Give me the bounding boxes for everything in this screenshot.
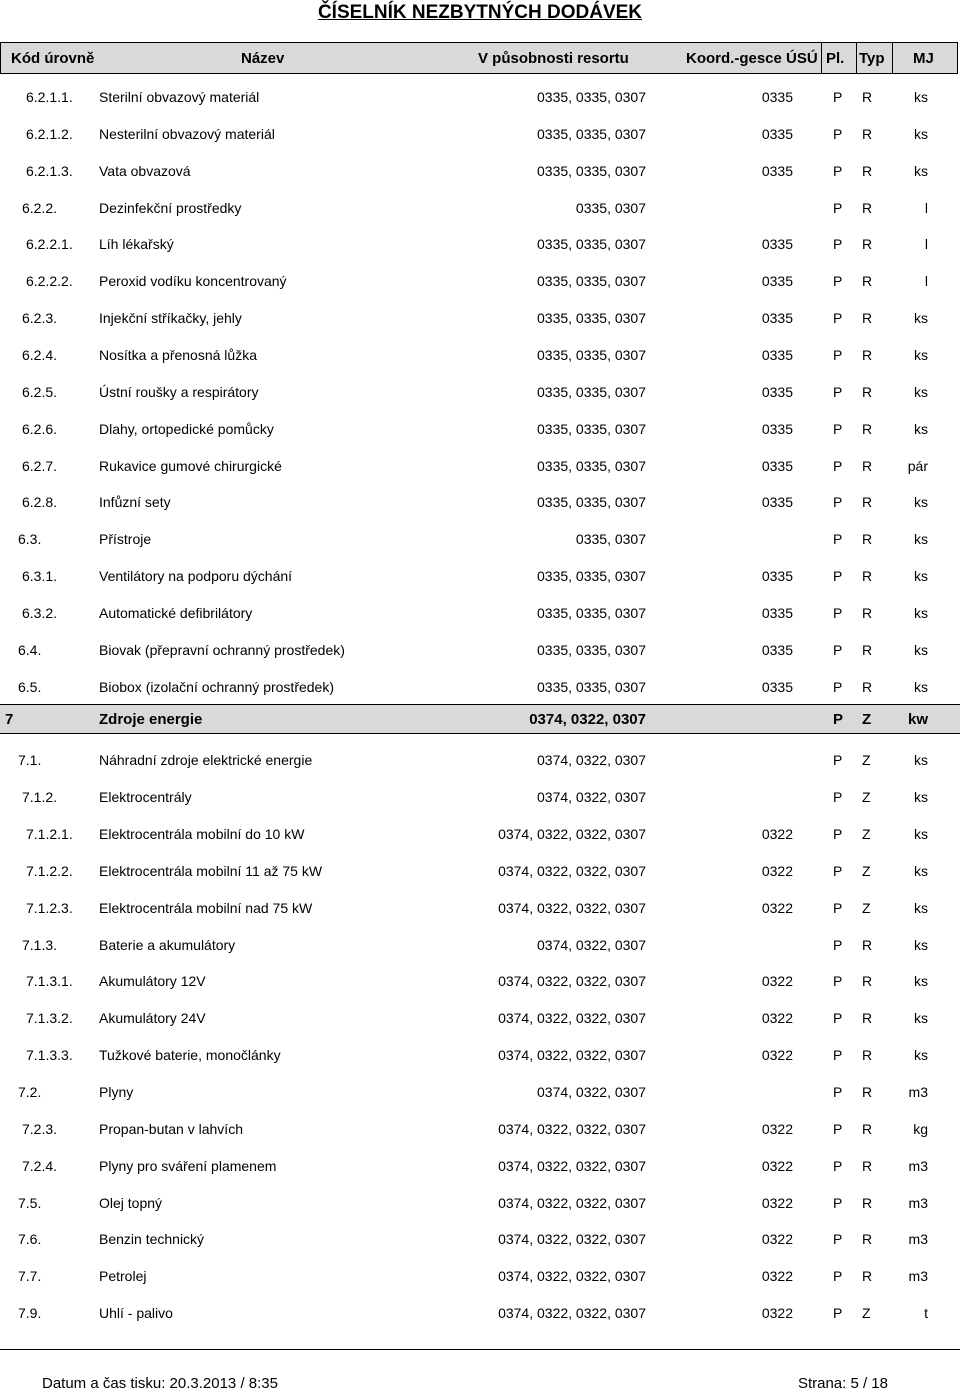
cell-name: Ústní roušky a respirátory	[99, 383, 259, 400]
cell-resort: 0335, 0335, 0307	[537, 604, 646, 621]
cell-mj: ks	[914, 1010, 928, 1027]
cell-mj: kw	[907, 711, 928, 729]
cell-resort: 0335, 0335, 0307	[537, 236, 646, 253]
cell-typ: Z	[862, 862, 871, 879]
table-row	[0, 812, 960, 848]
cell-mj: ks	[914, 420, 928, 437]
cell-koord: 0335	[761, 494, 793, 511]
cell-typ: Z	[862, 711, 872, 729]
cell-mj: ks	[914, 604, 928, 621]
cell-typ: R	[862, 273, 873, 290]
cell-name: Akumulátory 12V	[99, 973, 206, 990]
cell-resort: 0374, 0322, 0322, 0307	[498, 1305, 646, 1322]
cell-name: Rukavice gumové chirurgické	[99, 457, 282, 474]
cell-koord: 0335	[761, 310, 793, 327]
cell-code: 6.3.	[18, 531, 42, 548]
cell-koord: 0335	[761, 89, 793, 105]
cell-typ: R	[862, 1194, 873, 1211]
cell-name: Peroxid vodíku koncentrovaný	[99, 273, 287, 290]
cell-name: Ventilátory na podporu dýchání	[99, 568, 293, 585]
table-row	[0, 1217, 960, 1253]
table-row	[0, 75, 960, 111]
cell-typ: R	[862, 936, 873, 953]
cell-name: Vata obvazová	[99, 162, 191, 179]
cell-pl: P	[833, 1268, 843, 1285]
cell-pl: P	[833, 568, 843, 585]
cell-name: Nosítka a přenosná lůžka	[99, 346, 257, 363]
cell-code: 7.2.3.	[22, 1120, 58, 1137]
cell-code: 7.1.	[18, 752, 42, 769]
cell-koord: 0322	[761, 899, 793, 916]
table-row	[0, 112, 960, 148]
cell-typ: R	[862, 604, 873, 621]
table-row	[0, 259, 960, 295]
cell-name: Elektrocentrály	[99, 789, 192, 806]
cell-mj: ks	[914, 862, 928, 879]
table-row	[0, 923, 960, 959]
cell-resort: 0374, 0322, 0307	[537, 936, 646, 953]
cell-typ: R	[862, 1047, 873, 1064]
cell-koord: 0322	[761, 1305, 793, 1322]
cell-typ: R	[862, 531, 873, 548]
cell-typ: R	[862, 457, 873, 474]
cell-pl: P	[833, 641, 843, 658]
cell-pl: P	[833, 1083, 843, 1100]
cell-pl: P	[833, 420, 843, 437]
cell-code: 6.2.2.	[22, 199, 58, 216]
cell-typ: Z	[862, 899, 871, 916]
cell-code: 6.2.2.1.	[26, 236, 73, 253]
table-row	[0, 149, 960, 185]
cell-koord: 0335	[761, 125, 793, 142]
table-row	[0, 738, 960, 774]
cell-koord: 0335	[761, 420, 793, 437]
cell-pl: P	[833, 1305, 843, 1322]
cell-resort: 0335, 0335, 0307	[537, 678, 646, 695]
cell-name: Dezinfekční prostředky	[99, 199, 242, 216]
cell-name: Elektrocentrála mobilní nad 75 kW	[99, 899, 313, 916]
cell-koord: 0335	[761, 568, 793, 585]
table-group-row	[0, 704, 960, 734]
cell-code: 6.2.8.	[22, 494, 58, 511]
table-row	[0, 444, 960, 480]
cell-mj: ks	[914, 1047, 928, 1064]
cell-code: 7.9.	[18, 1305, 42, 1322]
cell-code: 6.2.5.	[22, 383, 58, 400]
cell-mj: l	[924, 236, 928, 253]
cell-code: 6.3.2.	[22, 604, 58, 621]
cell-name: Infůzní sety	[99, 494, 171, 511]
table-row	[0, 996, 960, 1032]
cell-pl: P	[833, 1157, 843, 1174]
cell-mj: ks	[914, 383, 928, 400]
cell-typ: Z	[862, 752, 871, 769]
header-divider	[856, 43, 857, 73]
table-row	[0, 554, 960, 590]
footer-divider	[0, 1349, 960, 1350]
cell-name: Uhlí - palivo	[99, 1305, 173, 1322]
table-row	[0, 186, 960, 222]
cell-typ: R	[862, 1120, 873, 1137]
cell-pl: P	[833, 236, 843, 253]
cell-resort: 0335, 0335, 0307	[537, 273, 646, 290]
cell-typ: R	[862, 310, 873, 327]
cell-mj: ks	[914, 494, 928, 511]
cell-resort: 0374, 0322, 0322, 0307	[498, 1010, 646, 1027]
cell-name: Biobox (izolační ochranný prostředek)	[99, 678, 335, 695]
cell-name: Olej topný	[99, 1194, 163, 1211]
cell-resort: 0374, 0322, 0322, 0307	[498, 1231, 646, 1248]
cell-resort: 0335, 0335, 0307	[537, 162, 646, 179]
table-row	[0, 959, 960, 995]
cell-code: 7.2.4.	[22, 1157, 58, 1174]
cell-code: 7.1.2.1.	[26, 826, 73, 842]
table-row	[0, 591, 960, 627]
cell-resort: 0335, 0335, 0307	[537, 125, 646, 142]
cell-koord: 0335	[761, 457, 793, 474]
header-mj: MJ	[913, 50, 934, 67]
cell-mj: l	[924, 273, 928, 290]
cell-pl: P	[833, 1194, 843, 1211]
cell-resort: 0335, 0335, 0307	[537, 568, 646, 585]
table-row	[0, 407, 960, 443]
cell-code: 7.1.2.	[22, 789, 58, 806]
cell-resort: 0374, 0322, 0322, 0307	[498, 1194, 646, 1211]
cell-name: Baterie a akumulátory	[99, 936, 236, 953]
header-code: Kód úrovně	[11, 50, 95, 67]
cell-resort: 0335, 0335, 0307	[537, 494, 646, 511]
cell-resort: 0335, 0335, 0307	[537, 310, 646, 327]
table-row	[0, 1107, 960, 1143]
cell-mj: ks	[914, 531, 928, 548]
cell-koord: 0322	[761, 862, 793, 879]
cell-pl: P	[833, 346, 843, 363]
cell-typ: R	[862, 1231, 873, 1248]
header-divider	[821, 43, 822, 73]
cell-name: Dlahy, ortopedické pomůcky	[99, 420, 274, 437]
cell-mj: m3	[908, 1194, 928, 1211]
cell-code: 6.4.	[18, 641, 42, 658]
cell-pl: P	[833, 162, 843, 179]
cell-typ: R	[862, 1010, 873, 1027]
table-row	[0, 1033, 960, 1069]
cell-mj: ks	[914, 899, 928, 916]
cell-koord: 0335	[761, 641, 793, 658]
cell-resort: 0374, 0322, 0322, 0307	[498, 862, 646, 879]
cell-name: Přístroje	[99, 531, 152, 548]
page-number: Strana: 5 / 18	[797, 1375, 888, 1392]
cell-koord: 0322	[761, 1010, 793, 1027]
cell-name: Líh lékařský	[99, 236, 174, 253]
cell-resort: 0335, 0335, 0307	[537, 457, 646, 474]
cell-code: 7.1.3.3.	[26, 1047, 73, 1064]
cell-koord: 0335	[761, 346, 793, 363]
cell-mj: ks	[914, 973, 928, 990]
cell-mj: t	[924, 1305, 928, 1322]
cell-mj: m3	[908, 1157, 928, 1174]
cell-code: 6.2.1.1.	[26, 89, 73, 105]
cell-resort: 0335, 0307	[575, 199, 646, 216]
cell-pl: P	[833, 89, 843, 105]
cell-resort: 0335, 0335, 0307	[537, 383, 646, 400]
cell-koord: 0322	[761, 1268, 793, 1285]
cell-mj: ks	[914, 89, 928, 105]
cell-pl: P	[833, 383, 843, 400]
cell-name: Nesterilní obvazový materiál	[99, 125, 275, 142]
header-typ: Typ	[859, 50, 885, 67]
cell-pl: P	[833, 310, 843, 327]
header-resort: V působnosti resortu	[478, 50, 629, 67]
cell-code: 6.2.7.	[22, 457, 58, 474]
cell-typ: R	[862, 678, 873, 695]
cell-koord: 0335	[761, 273, 793, 290]
page-title: ČÍSELNÍK NEZBYTNÝCH DODÁVEK	[317, 2, 643, 23]
cell-koord: 0322	[761, 1047, 793, 1064]
cell-code: 6.2.4.	[22, 346, 58, 363]
cell-koord: 0335	[761, 383, 793, 400]
cell-name: Plyny pro sváření plamenem	[99, 1157, 277, 1174]
cell-name: Akumulátory 24V	[99, 1010, 206, 1027]
cell-name: Tužkové baterie, monočlánky	[99, 1047, 281, 1064]
table-row	[0, 886, 960, 922]
cell-code: 7.1.3.	[22, 936, 58, 953]
cell-resort: 0335, 0335, 0307	[537, 89, 646, 105]
cell-koord: 0322	[761, 1120, 793, 1137]
cell-pl: P	[833, 199, 843, 216]
cell-code: 6.2.1.3.	[26, 162, 73, 179]
cell-typ: Z	[862, 1305, 871, 1322]
cell-resort: 0374, 0322, 0322, 0307	[498, 826, 646, 842]
table-row	[0, 849, 960, 885]
cell-pl: P	[833, 678, 843, 695]
header-pl: Pl.	[826, 50, 845, 67]
cell-typ: R	[862, 199, 873, 216]
cell-typ: R	[862, 236, 873, 253]
cell-resort: 0335, 0335, 0307	[537, 641, 646, 658]
cell-pl: P	[833, 1231, 843, 1248]
cell-mj: ks	[914, 310, 928, 327]
cell-typ: R	[862, 973, 873, 990]
cell-name: Náhradní zdroje elektrické energie	[99, 752, 313, 769]
cell-code: 7.1.3.1.	[26, 973, 73, 990]
cell-typ: R	[862, 494, 873, 511]
cell-name: Petrolej	[99, 1268, 147, 1285]
cell-name: Elektrocentrála mobilní do 10 kW	[99, 826, 305, 842]
cell-code: 7.6.	[18, 1231, 42, 1248]
table-row	[0, 333, 960, 369]
header-name: Název	[241, 50, 285, 67]
table-row	[0, 1291, 960, 1327]
cell-code: 7.5.	[18, 1194, 42, 1211]
cell-pl: P	[833, 457, 843, 474]
cell-pl: P	[833, 711, 844, 729]
cell-koord: 0335	[761, 604, 793, 621]
table-row	[0, 517, 960, 553]
cell-code: 7.1.2.2.	[26, 862, 73, 879]
table-row	[0, 775, 960, 811]
cell-resort: 0335, 0335, 0307	[537, 420, 646, 437]
cell-mj: ks	[914, 346, 928, 363]
cell-koord: 0335	[761, 236, 793, 253]
cell-mj: ks	[914, 641, 928, 658]
cell-typ: R	[862, 568, 873, 585]
cell-code: 7.7.	[18, 1268, 42, 1285]
cell-mj: ks	[914, 936, 928, 953]
cell-koord: 0322	[761, 826, 793, 842]
cell-typ: R	[862, 420, 873, 437]
cell-resort: 0374, 0322, 0322, 0307	[498, 1268, 646, 1285]
cell-resort: 0374, 0322, 0322, 0307	[498, 899, 646, 916]
cell-mj: ks	[914, 752, 928, 769]
cell-typ: R	[862, 89, 873, 105]
cell-mj: ks	[914, 826, 928, 842]
cell-code: 6.3.1.	[22, 568, 58, 585]
cell-typ: R	[862, 125, 873, 142]
print-date: Datum a čas tisku: 20.3.2013 / 8:35	[42, 1375, 278, 1392]
cell-koord: 0322	[761, 1157, 793, 1174]
cell-koord: 0322	[761, 1231, 793, 1248]
table-row	[0, 628, 960, 664]
table-row	[0, 296, 960, 332]
cell-typ: R	[862, 346, 873, 363]
cell-name: Propan-butan v lahvích	[99, 1120, 243, 1137]
cell-resort: 0335, 0307	[575, 531, 646, 548]
cell-pl: P	[833, 531, 843, 548]
cell-resort: 0335, 0335, 0307	[537, 346, 646, 363]
cell-typ: R	[862, 162, 873, 179]
cell-resort: 0374, 0322, 0322, 0307	[498, 973, 646, 990]
cell-pl: P	[833, 1010, 843, 1027]
table-row	[0, 1254, 960, 1290]
cell-pl: P	[833, 1047, 843, 1064]
cell-name: Elektrocentrála mobilní 11 až 75 kW	[99, 862, 323, 879]
table-header	[0, 42, 958, 74]
cell-pl: P	[833, 789, 843, 806]
cell-pl: P	[833, 973, 843, 990]
header-divider	[892, 43, 893, 73]
cell-typ: R	[862, 1083, 873, 1100]
table-row	[0, 665, 960, 701]
cell-pl: P	[833, 125, 843, 142]
cell-name: Plyny	[99, 1083, 134, 1100]
cell-pl: P	[833, 826, 843, 842]
table-row	[0, 1144, 960, 1180]
table-row	[0, 222, 960, 258]
cell-resort: 0374, 0322, 0322, 0307	[498, 1047, 646, 1064]
cell-typ: Z	[862, 789, 871, 806]
cell-mj: m3	[908, 1268, 928, 1285]
cell-typ: R	[862, 1157, 873, 1174]
cell-name: Zdroje energie	[99, 711, 203, 729]
table-row	[0, 1181, 960, 1217]
cell-mj: ks	[914, 789, 928, 806]
cell-code: 7.2.	[18, 1083, 42, 1100]
cell-typ: R	[862, 1268, 873, 1285]
cell-name: Benzin technický	[99, 1231, 205, 1248]
cell-mj: m3	[908, 1231, 928, 1248]
cell-code: 6.2.6.	[22, 420, 58, 437]
cell-typ: R	[862, 383, 873, 400]
cell-mj: ks	[914, 162, 928, 179]
cell-code: 6.2.2.2.	[26, 273, 73, 290]
cell-pl: P	[833, 494, 843, 511]
cell-pl: P	[833, 273, 843, 290]
cell-resort: 0374, 0322, 0322, 0307	[498, 1120, 646, 1137]
cell-koord: 0322	[761, 973, 793, 990]
cell-pl: P	[833, 1120, 843, 1137]
cell-name: Injekční stříkačky, jehly	[99, 310, 242, 327]
cell-mj: kg	[913, 1120, 928, 1137]
cell-code: 7	[5, 711, 14, 729]
cell-name: Automatické defibrilátory	[99, 604, 253, 621]
table-row	[0, 480, 960, 516]
cell-pl: P	[833, 899, 843, 916]
cell-code: 7.1.3.2.	[26, 1010, 73, 1027]
cell-resort: 0374, 0322, 0307	[537, 752, 646, 769]
table-row	[0, 370, 960, 406]
cell-resort: 0374, 0322, 0322, 0307	[498, 1157, 646, 1174]
cell-mj: ks	[914, 125, 928, 142]
cell-mj: l	[924, 199, 928, 216]
cell-koord: 0335	[761, 678, 793, 695]
cell-code: 7.1.2.3.	[26, 899, 73, 916]
table-row	[0, 1070, 960, 1106]
cell-resort: 0374, 0322, 0307	[537, 789, 646, 806]
header-koord: Koord.-gesce ÚSÚ	[686, 50, 818, 67]
cell-mj: ks	[914, 568, 928, 585]
cell-typ: Z	[862, 826, 871, 842]
cell-code: 6.2.1.2.	[26, 125, 73, 142]
cell-typ: R	[862, 641, 873, 658]
cell-name: Sterilní obvazový materiál	[99, 89, 260, 105]
cell-koord: 0322	[761, 1194, 793, 1211]
cell-pl: P	[833, 862, 843, 879]
cell-pl: P	[833, 752, 843, 769]
cell-mj: ks	[914, 678, 928, 695]
cell-resort: 0374, 0322, 0307	[537, 1083, 646, 1100]
cell-code: 6.5.	[18, 678, 42, 695]
cell-code: 6.2.3.	[22, 310, 58, 327]
cell-resort: 0374, 0322, 0307	[529, 711, 646, 729]
cell-pl: P	[833, 936, 843, 953]
cell-koord: 0335	[761, 162, 793, 179]
cell-name: Biovak (přepravní ochranný prostředek)	[99, 641, 345, 658]
cell-mj: m3	[908, 1083, 928, 1100]
cell-mj: pár	[907, 457, 928, 474]
cell-pl: P	[833, 604, 843, 621]
